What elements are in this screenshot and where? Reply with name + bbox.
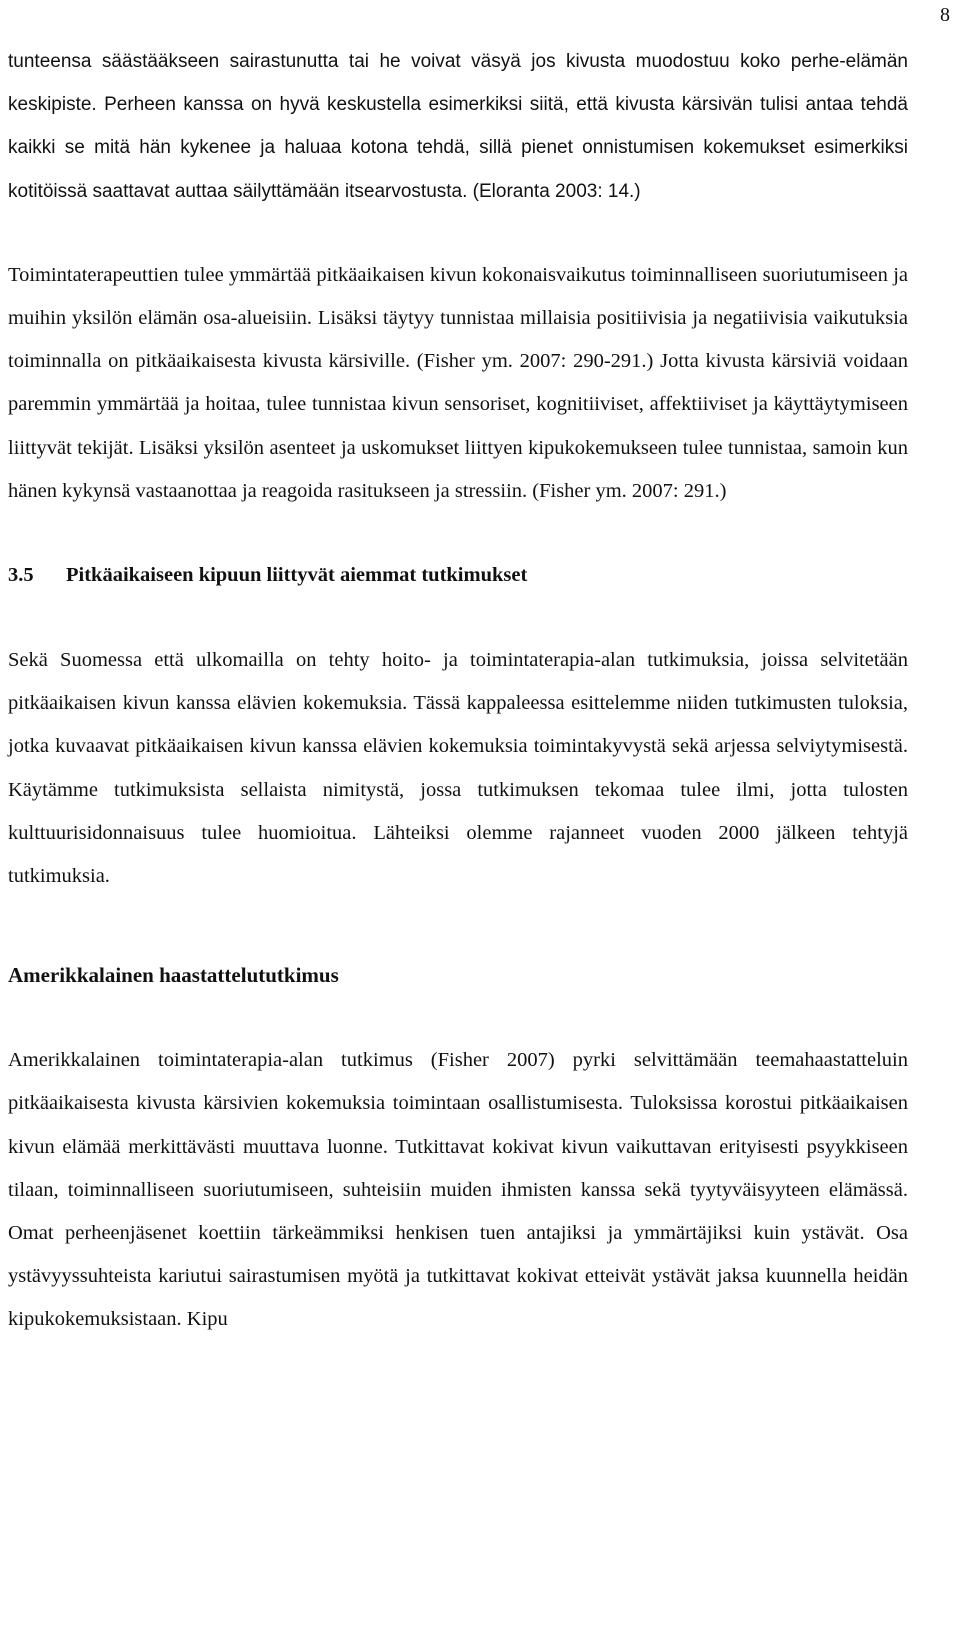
document-body (8, 40, 908, 1342)
paragraph-family-support: tunteensa säästääkseen sairastunutta tai he voivat väsyä jos kivusta muodostuu koko perhe-elämän keskipiste. Perheen kanssa on hyvä keskustella esimerkiksi siitä, että kivusta kärsivän tulisi antaa tehdä kaikki se mitä hän kykenee ja haluaa kotona tehdä, sillä pienet onnistumisen kokemukset esimerkiksi kotitöissä saattavat auttaa säilyttämään itsearvostusta. (Eloranta 2003: 14.) (8, 51, 908, 202)
paragraph-gap (8, 898, 908, 954)
heading-gap (8, 997, 908, 1039)
page-number: 8 (940, 4, 950, 26)
paragraph-gap (8, 513, 908, 554)
heading-gap (8, 597, 908, 639)
paragraph-previous-research: Sekä Suomessa että ulkomailla on tehty hoito- ja toimintaterapia-alan tutkimuksia, joissa selvitetään pitkäaikaisen kivun kanssa elävien kokemuksia. Tässä kappaleessa esittelemme niiden tutkimusten tuloksia, jotka kuvaavat pitkäaikaisen kivun kanssa elävien kokemuksia toimintakyvystä sekä arjessa selviytymisestä. Käytämme tutkimuksista sellaista nimitystä, jossa tutkimuksen tekomaa tulee ilmi, jotta tulosten kulttuurisidonnaisuus tulee huomioitua. Lähteiksi olemme rajanneet vuoden 2000 jälkeen tehtyjä tutkimuksia. (8, 649, 908, 888)
section-title: Pitkäaikaiseen kipuun liittyvät aiemmat tutkimukset (66, 564, 528, 587)
paragraph-occupational-therapists: Toimintaterapeuttien tulee ymmärtää pitkäaikaisen kivun kokonaisvaikutus toiminnalliseen suoriutumiseen ja muihin yksilön elämän osa-alueisiin. Lisäksi täytyy tunnistaa millaisia positiivisia ja negatiivisia vaikutuksia toiminnalla on pitkäaikaisesta kivusta kärsiville. (Fisher ym. 2007: 290-291.) Jotta kivusta kärsiviä voidaan paremmin ymmärtää ja hoitaa, tulee tunnistaa kivun sensoriset, kognitiiviset, affektiiviset ja käyttäytymiseen liittyvät tekijät. Lisäksi yksilön asenteet ja uskomukset liittyen kipukokemukseen tulee tunnistaa, samoin kun hänen kykynsä vastaanottaa ja reagoida rasitukseen ja stressiin. (Fisher ym. 2007: 291.) (8, 263, 908, 502)
paragraph-gap (8, 213, 908, 254)
subheading: Amerikkalainen haastattelututkimus (8, 963, 339, 988)
section-number: 3.5 (8, 564, 34, 587)
paragraph-american-study: Amerikkalainen toimintaterapia-alan tutkimus (Fisher 2007) pyrki selvittämään teemahaastatteluin pitkäaikaisesta kivusta kärsivien kokemuksia toimintaan osallistumisesta. Tuloksissa korostui pitkäaikaisen kivun elämää merkittävästi muuttava luonne. Tutkittavat kokivat kivun vaikuttavan erityisesti psyykkiseen tilaan, toiminnalliseen suoriutumiseen, suhteisiin muiden ihmisten kanssa sekä tyytyväisyyteen elämässä. Omat perheenjäsenet koettiin tärkeämmiksi henkisen tuen antajiksi ja ymmärtäjiksi kuin ystävät. Osa ystävyyssuhteista kariutui sairastumisen myötä ja tutkittavat kokivat etteivät ystävät jaksa kuunnella heidän kipukokemuksistaan. Kipu (8, 1049, 908, 1331)
section-heading (8, 554, 908, 597)
